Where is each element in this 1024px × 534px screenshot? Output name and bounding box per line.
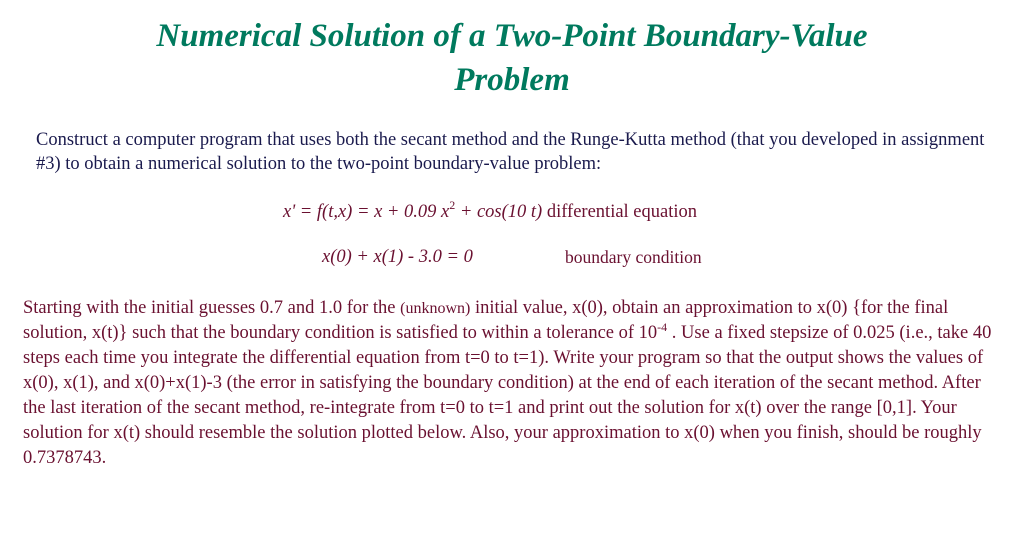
instructions-unknown: (unknown) <box>400 300 471 317</box>
equation-rhs: + cos(10 t) <box>455 202 543 222</box>
differential-equation-label: differential equation <box>542 202 698 222</box>
instructions-part-1: Starting with the initial guesses 0.7 and 1.0 for the <box>23 298 401 318</box>
instructions-paragraph <box>23 296 998 471</box>
intro-paragraph: Construct a computer program that uses both the secant method and the Runge-Kutta method (that you developed in assignment #3) to obtain a numerical solution to the two-point boundary-value problem: <box>36 130 985 174</box>
differential-equation <box>283 200 697 224</box>
equation-exponent: 2 <box>449 198 456 212</box>
equation-lhs: x' = f(t,x) = x + 0.09 x <box>283 202 450 222</box>
boundary-condition-text: x(0) + x(1) - 3.0 = 0 <box>322 247 473 267</box>
instructions-part-3: . Use a fixed stepsize of 0.025 (i.e., take 40 steps each time you integrate the differential equation from t=0 to t=1). Write your program so that the output shows the values of x(0), x(1), and x(0)+x(1)-3 (the error in satisfying the boundary condition) at the end of each iteration of the secant method. After the last iteration of the secant method, re-integrate from t=0 to t=1 and print out the solution for x(t) over the range [0,1]. Your solution for x(t) should resemble the solution plotted below. Also, your approximation to x(0) when you finish, should be roughly 0.7378743. <box>23 323 992 468</box>
boundary-condition-equation <box>322 245 473 269</box>
instructions-part-2: initial value, x(0), obtain an approximation to x(0) {for the final solution, x(t)} such that the boundary condition is satisfied to within a tolerance of 10 <box>23 298 949 343</box>
boundary-condition-label: boundary condition <box>565 247 702 267</box>
page-title-line-2: Problem <box>454 62 570 98</box>
page-title-line-1: Numerical Solution of a Two-Point Boundary-Value <box>156 18 868 54</box>
tolerance-exponent: -4 <box>657 320 668 334</box>
